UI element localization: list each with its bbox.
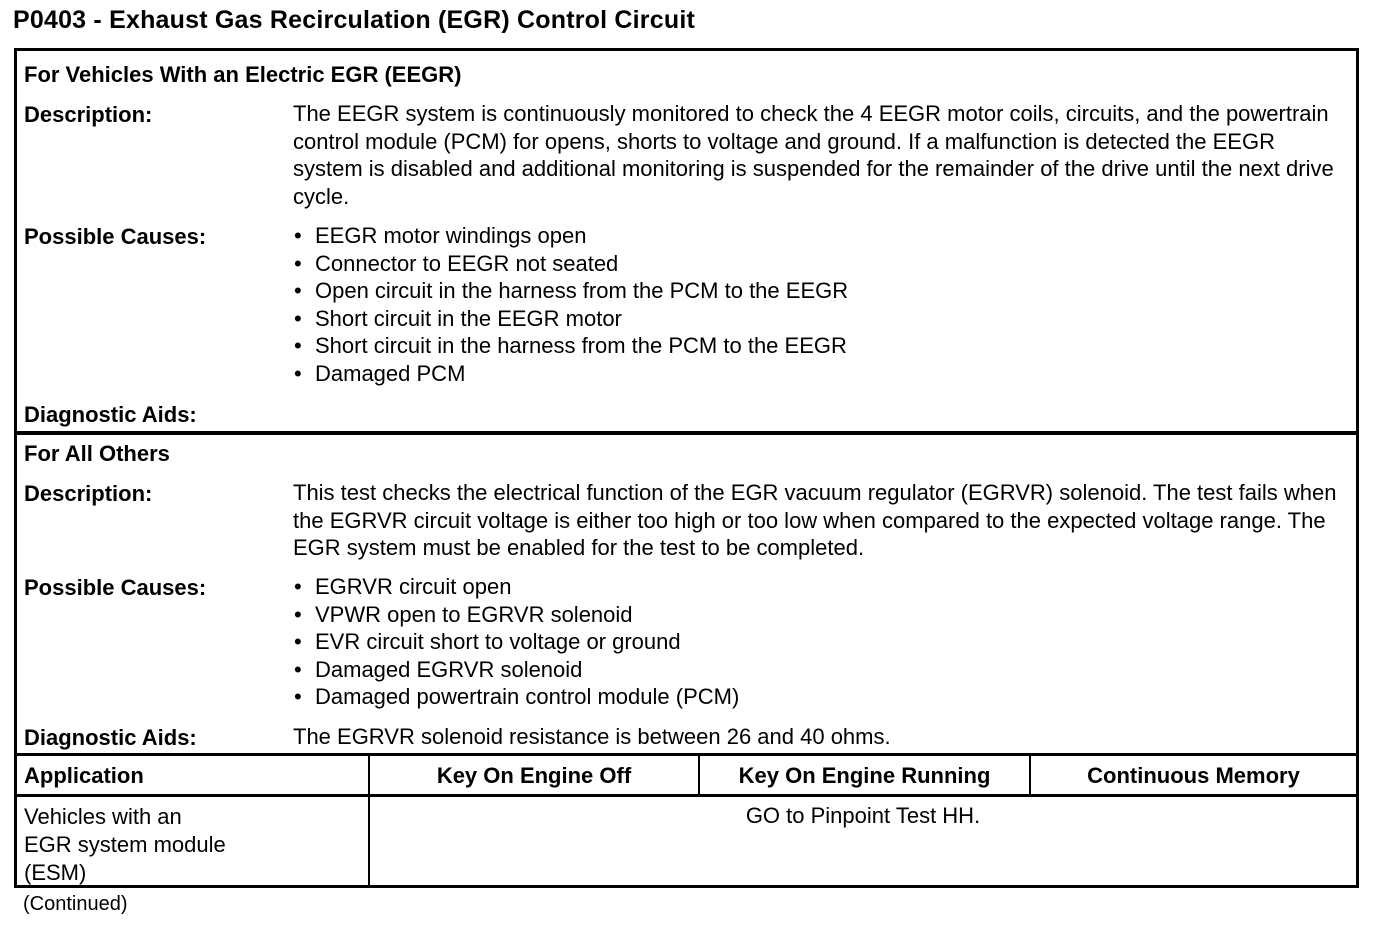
continued-note: (Continued) [23,893,128,915]
application-table [17,753,1356,885]
description-paragraph: The EEGR system is continuously monitored to check the 4 EEGR motor coils, circuits, and the powertrain control module (PCM) for opens, shorts to voltage and ground. If a malfunction is detected the EEGR system is disabled and additional monitoring is suspended for the remainder of the drive until the next drive cycle. [293,101,1334,209]
cause-item: • EGRVR circuit open [293,573,1346,601]
section-heading: For Vehicles With an Electric EGR (EEGR) [24,62,462,87]
cause-item: • Damaged EGRVR solenoid [293,656,1346,684]
application-line: Vehicles with an [24,804,182,829]
diagnostic-aids-label: Diagnostic Aids: [24,725,197,750]
cause-item: • EVR circuit short to voltage or ground [293,628,1346,656]
cause-item: • Open circuit in the harness from the PCM to the EEGR [293,277,1346,305]
cause-item: • Short circuit in the harness from the PCM to the EEGR [293,332,1346,360]
possible-causes-list [293,573,1346,711]
header-continuous-memory: Continuous Memory [1087,763,1300,788]
header-key-on-engine-off: Key On Engine Off [436,763,632,788]
cause-item: • EEGR motor windings open [293,222,1346,250]
table-row-action: GO to Pinpoint Test HH. [745,803,981,828]
cause-item: • Short circuit in the EEGR motor [293,305,1346,333]
section-electric-egr [17,51,1356,431]
diagnostic-aids-label: Diagnostic Aids: [24,402,197,427]
application-line: (ESM) [24,860,87,885]
description-label: Description: [24,481,153,506]
possible-causes-label: Possible Causes: [24,224,207,249]
cause-item: • VPWR open to EGRVR solenoid [293,601,1346,629]
cause-item: • Damaged PCM [293,360,1346,388]
section-all-others [17,431,1356,757]
application-line: EGR system module [24,832,226,857]
header-application: Application [24,763,144,788]
cause-item: • Damaged powertrain control module (PCM) [293,683,1346,711]
description-text [293,100,1346,210]
cause-item: • Connector to EEGR not seated [293,250,1346,278]
page-title: P0403 - Exhaust Gas Recirculation (EGR) Control Circuit [13,6,695,34]
description-label: Description: [24,102,153,127]
description-paragraph: This test checks the electrical function of the EGR vacuum regulator (EGRVR) solenoid. The test fails when the EGRVR circuit voltage is either too high or too low when compared to the expected voltage range. The EGR system must be enabled for the test to be completed. [293,480,1337,560]
table-row-application [24,803,226,887]
section-heading: For All Others [24,441,170,466]
dtc-table [14,48,1359,888]
possible-causes-label: Possible Causes: [24,575,207,600]
possible-causes-list [293,222,1346,387]
header-key-on-engine-running: Key On Engine Running [738,763,991,788]
description-text [293,479,1346,562]
diagnostic-aids-text: The EGRVR solenoid resistance is between 26 and 40 ohms. [293,724,891,749]
